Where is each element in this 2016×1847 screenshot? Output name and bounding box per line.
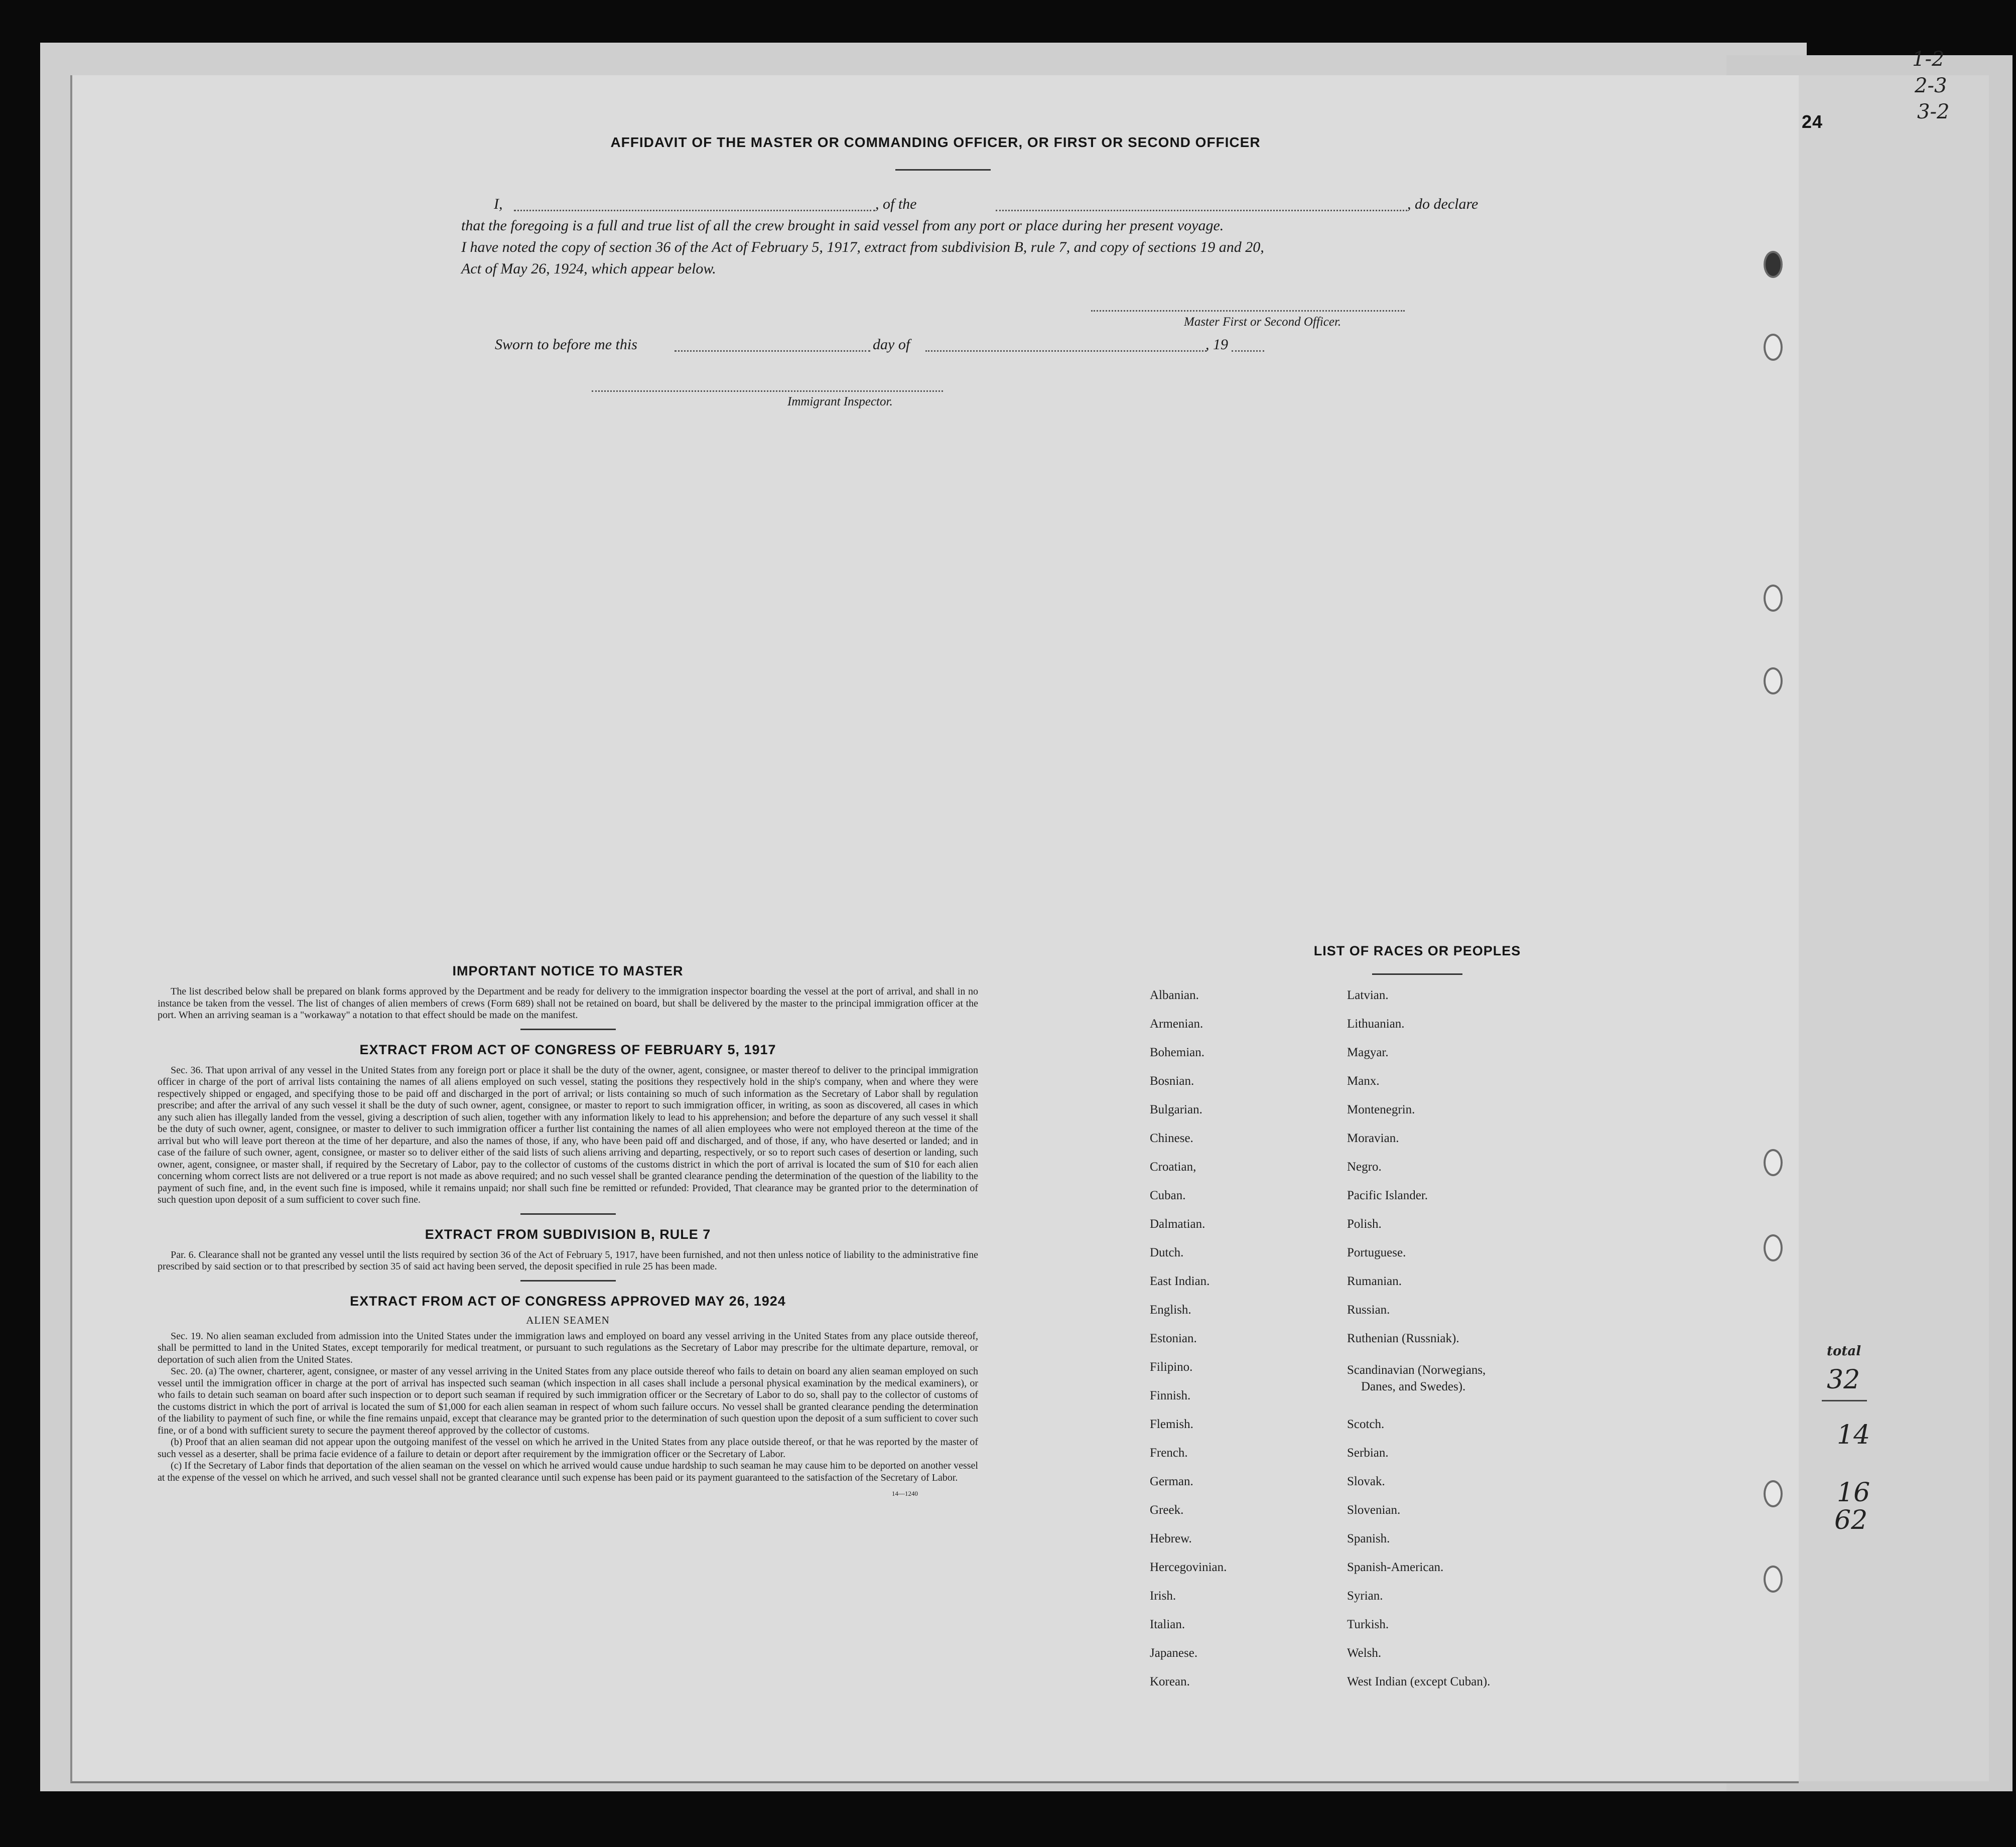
race-item: Spanish-American.: [1347, 1560, 1444, 1574]
race-item: Welsh.: [1347, 1646, 1382, 1660]
race-item: Serbian.: [1347, 1446, 1389, 1460]
race-item: English.: [1150, 1303, 1191, 1317]
affidavit-title: AFFIDAVIT OF THE MASTER OR COMMANDING OFFICER, OR FIRST OR SECOND OFFICER: [610, 134, 1261, 150]
tally-number: 16: [1837, 1478, 1870, 1508]
races-title: LIST OF RACES OR PEOPLES: [1313, 943, 1521, 958]
manifest-page: [70, 75, 1799, 1783]
binder-hole: [1764, 1480, 1783, 1507]
race-item: Filipino.: [1150, 1360, 1193, 1374]
race-item: Bosnian.: [1150, 1074, 1194, 1088]
race-item: Polish.: [1347, 1217, 1382, 1231]
extract-1917-body: Sec. 36. That upon arrival of any vessel in the United States from any foreign port or place it shall be the duty of the owner, agent, consignee, or master thereof to deliver to the principal immigration officer in charge of the port of arrival lists containing the names of all aliens employed on such vessel, stating the positions they respectively hold in the ship's company, when and where they were respectively shipped or engaged, and specifying those to be paid off and discharged in the port of arrival; or lists containing so much of such information as the Secretary of Labor shall by regulation prescribe; and after the arrival of any such vessel it shall be the duty of such owner, agent, consignee, or master to report to such immigration officer, in writing, as soon as discovered, all cases in which any such alien has illegally landed from the vessel, giving a description of such alien, together with any information likely to lead to his apprehension; and before the departure of any such vessel it shall be the duty of such owner, agent, consignee, or master to deliver to such immigration officer a further list containing the names of all alien employees who were not employed thereon at the time of the arrival but who will leave port thereon at the time of her departure, and also the names of those, if any, who have been paid off and discharged, and of those, if any, who have deserted or landed; and in case of the failure of such owner, agent, consignee, or master so to deliver either of the said lists of such aliens arriving and departing, respectively, or so to report such cases of desertion or landing, such owner, agent, consignee, or master shall, if required by the Secretary of Labor, pay to the collector of customs of the customs district in which the port of arrival is located the sum of $10 for each alien concerning whom correct lists are not delivered or a true report is not made as above required; and no such vessel shall be granted clearance pending the determination of the question of the liability to the payment of such fine, and, in the event such fine is imposed, while it remains unpaid; nor shall such fine be remitted or refunded: Provided, That clearance may be granted prior to the determination of such question upon deposit of a sum sufficient to cover such fine.: [158, 1064, 978, 1205]
race-item: Montenegrin.: [1347, 1103, 1415, 1116]
binder-hole: [1764, 585, 1783, 612]
subdivision-b-title: EXTRACT FROM SUBDIVISION B, RULE 7: [425, 1226, 711, 1242]
race-item: Bohemian.: [1150, 1046, 1205, 1059]
race-item: Cuban.: [1150, 1189, 1186, 1202]
race-item: Manx.: [1347, 1074, 1380, 1088]
race-item: Italian.: [1150, 1618, 1185, 1631]
race-item: East Indian.: [1150, 1274, 1210, 1288]
extract-1917-title: EXTRACT FROM ACT OF CONGRESS OF FEBRUARY 5, 1917: [359, 1042, 776, 1057]
name-blank[interactable]: [514, 210, 875, 211]
extract-1924-subtitle: ALIEN SEAMEN: [526, 1314, 610, 1326]
notice-body: The list described below shall be prepared on blank forms approved by the Department and be ready for delivery to the immigration inspector boarding the vessel at the port of arrival, and shall in no instance be taken from the vessel. The list of changes of alien members of crews (Form 689) shall not be retained on board, but shall be delivered by the master to the principal immigration officer at the port. When an arriving seaman is a "workaway" a notation to that effect should be made on the manifest.: [158, 986, 978, 1021]
affidavit-of-the: , of the: [875, 196, 917, 212]
race-item: Armenian.: [1150, 1017, 1203, 1031]
race-item: Pacific Islander.: [1347, 1189, 1428, 1202]
race-item: Flemish.: [1150, 1417, 1193, 1431]
tally-rule: [1822, 1400, 1867, 1401]
tally-number: 62: [1834, 1505, 1868, 1535]
master-signature-label: Master First or Second Officer.: [1184, 315, 1341, 329]
race-item: Negro.: [1347, 1160, 1382, 1174]
master-signature-line[interactable]: [1091, 310, 1405, 312]
inspector-signature-line[interactable]: [592, 390, 943, 392]
race-item: Bulgarian.: [1150, 1103, 1202, 1116]
race-item: Slovenian.: [1347, 1503, 1401, 1517]
section-rule: [520, 1213, 616, 1215]
race-item: Dutch.: [1150, 1246, 1184, 1259]
margin-note: 1-2: [1912, 48, 1945, 71]
race-item: Moravian.: [1347, 1131, 1399, 1145]
races-title-underline: [1372, 973, 1462, 975]
race-item: Greek.: [1150, 1503, 1184, 1517]
race-item: Hebrew.: [1150, 1532, 1192, 1545]
race-item: Dalmatian.: [1150, 1217, 1205, 1231]
race-item: Rumanian.: [1347, 1274, 1402, 1288]
section-rule: [520, 1029, 616, 1030]
race-item: Croatian,: [1150, 1160, 1196, 1174]
race-item: Spanish.: [1347, 1532, 1390, 1545]
title-underline: [895, 169, 991, 171]
notice-title: IMPORTANT NOTICE TO MASTER: [452, 963, 684, 978]
race-item: Syrian.: [1347, 1589, 1383, 1603]
extract-1924-title: EXTRACT FROM ACT OF CONGRESS APPROVED MAY 26, 1924: [350, 1293, 786, 1309]
race-item: Russian.: [1347, 1303, 1390, 1317]
binder-hole: [1764, 1566, 1783, 1593]
race-item: Latvian.: [1347, 988, 1389, 1002]
race-item: Chinese.: [1150, 1131, 1193, 1145]
race-item: Scotch.: [1347, 1417, 1385, 1431]
page-number: 24: [1802, 111, 1823, 132]
race-item: Turkish.: [1347, 1618, 1389, 1631]
binder-hole: [1764, 1234, 1783, 1261]
sworn-month-blank[interactable]: [925, 350, 1206, 352]
tally-number: 14: [1837, 1420, 1870, 1450]
race-item: Ruthenian (Russniak).: [1347, 1332, 1459, 1345]
race-item: Finnish.: [1150, 1389, 1191, 1402]
form-number: 14—1240: [892, 1490, 918, 1497]
binder-hole: [1764, 1149, 1783, 1176]
extract-1924-body: Sec. 19. No alien seaman excluded from admission into the United States under the immigration laws and employed on board any vessel arriving in the United States from any place outside thereof, shall be permitted to land in the United States, except temporarily for medical treatment, or pursuant to such regulations as the Secretary of Labor may prescribe for the ultimate departure, removal, or deportation of such alien from the United States. Sec. 20. (a) The owner, charterer, agent, consignee, or master of any vessel arriving in the United States from any place outside thereof who fails to detain on board any alien seaman employed on such vessel until the immigration officer in charge at the port of arrival has inspected such seaman (which inspection in all cases shall include a personal physical examination by the medical examiners), or who fails to detain such seaman on board after such inspection or to deport such seaman if required by such immigration officer or the Secretary of Labor to do so, shall pay to the collector of customs of the customs district in which the port of arrival is located the sum of $1,000 for each alien seaman in respect of whom such failure occurs. No vessel shall be granted clearance pending the determination of the liability to payment of such fine, or while the fine remains unpaid, except that clearance may be granted prior to the determination of such question upon the deposit of a sum sufficient to cover such fine, or of a bond with sufficient surety to secure the payment thereof approved by the collector of customs. (b) Proof that an alien seaman did not appear upon the outgoing manifest of the vessel on which he arrived in the United States from any place outside thereof, or that he was reported by the master of such vessel as a deserter, shall be prima facie evidence of a failure to detain or deport after requirement by the immigration officer or the Secretary of Labor. (c) If the Secretary of Labor finds that deportation of the alien seaman on the vessel on which he arrived would cause undue hardship to such seaman he may cause him to be deported on another vessel at the expense of the vessel on which he arrived, and such vessel shall not be granted clearance until such expense has been paid or its payment guaranteed to the satisfaction of the Secretary of Labor.: [158, 1330, 978, 1483]
total-label: total: [1827, 1344, 1861, 1359]
race-item: German.: [1150, 1475, 1193, 1488]
sworn-year-blank[interactable]: [1232, 350, 1264, 352]
tally-number: 32: [1827, 1365, 1860, 1395]
binder-hole: [1764, 334, 1783, 361]
subdivision-b-body: Par. 6. Clearance shall not be granted any vessel until the lists required by section 36 of the Act of February 5, 1917, have been furnished, and not then unless notice of liability to the administrative fine prescribed by said section or to that prescribed by section 35 of said act having been served, the deposit specified in rule 25 has been made.: [158, 1249, 978, 1272]
affidavit-line: I have noted the copy of section 36 of the Act of February 5, 1917, extract from subdivision B, rule 7, and copy of sections 19 and 20,: [461, 239, 1264, 255]
race-item: Estonian.: [1150, 1332, 1197, 1345]
affidavit-line: that the foregoing is a full and true list of all the crew brought in said vessel from any port or place during her present voyage.: [461, 217, 1224, 234]
year-label: , 19: [1205, 336, 1228, 353]
race-item: Albanian.: [1150, 988, 1199, 1002]
race-item: French.: [1150, 1446, 1188, 1460]
section-rule: [520, 1280, 616, 1282]
sworn-day-blank[interactable]: [675, 350, 870, 352]
margin-note: 3-2: [1917, 100, 1950, 123]
binder-hole: [1764, 251, 1783, 278]
vessel-blank[interactable]: [996, 210, 1407, 211]
affidavit-declare: , do declare: [1407, 196, 1479, 212]
affidavit-i: I,: [494, 196, 503, 212]
race-item: Magyar.: [1347, 1046, 1389, 1059]
underlying-sheet: [1787, 75, 1989, 1781]
race-item: Danes, and Swedes).: [1361, 1380, 1466, 1393]
day-of-label: day of: [873, 336, 910, 353]
race-item: Korean.: [1150, 1675, 1190, 1688]
sworn-label: Sworn to before me this: [495, 336, 637, 353]
race-item: Slovak.: [1347, 1475, 1385, 1488]
race-item: Japanese.: [1150, 1646, 1198, 1660]
race-item: Scandinavian (Norwegians,: [1347, 1363, 1486, 1377]
race-item: West Indian (except Cuban).: [1347, 1675, 1491, 1688]
race-item: Lithuanian.: [1347, 1017, 1405, 1031]
inspector-label: Immigrant Inspector.: [787, 395, 893, 408]
binder-hole: [1764, 667, 1783, 694]
race-item: Portuguese.: [1347, 1246, 1406, 1259]
notice-column: [158, 963, 978, 1498]
affidavit-line: Act of May 26, 1924, which appear below.: [461, 260, 716, 277]
race-item: Hercegovinian.: [1150, 1560, 1227, 1574]
margin-note: 2-3: [1915, 74, 1947, 97]
race-item: Irish.: [1150, 1589, 1176, 1603]
